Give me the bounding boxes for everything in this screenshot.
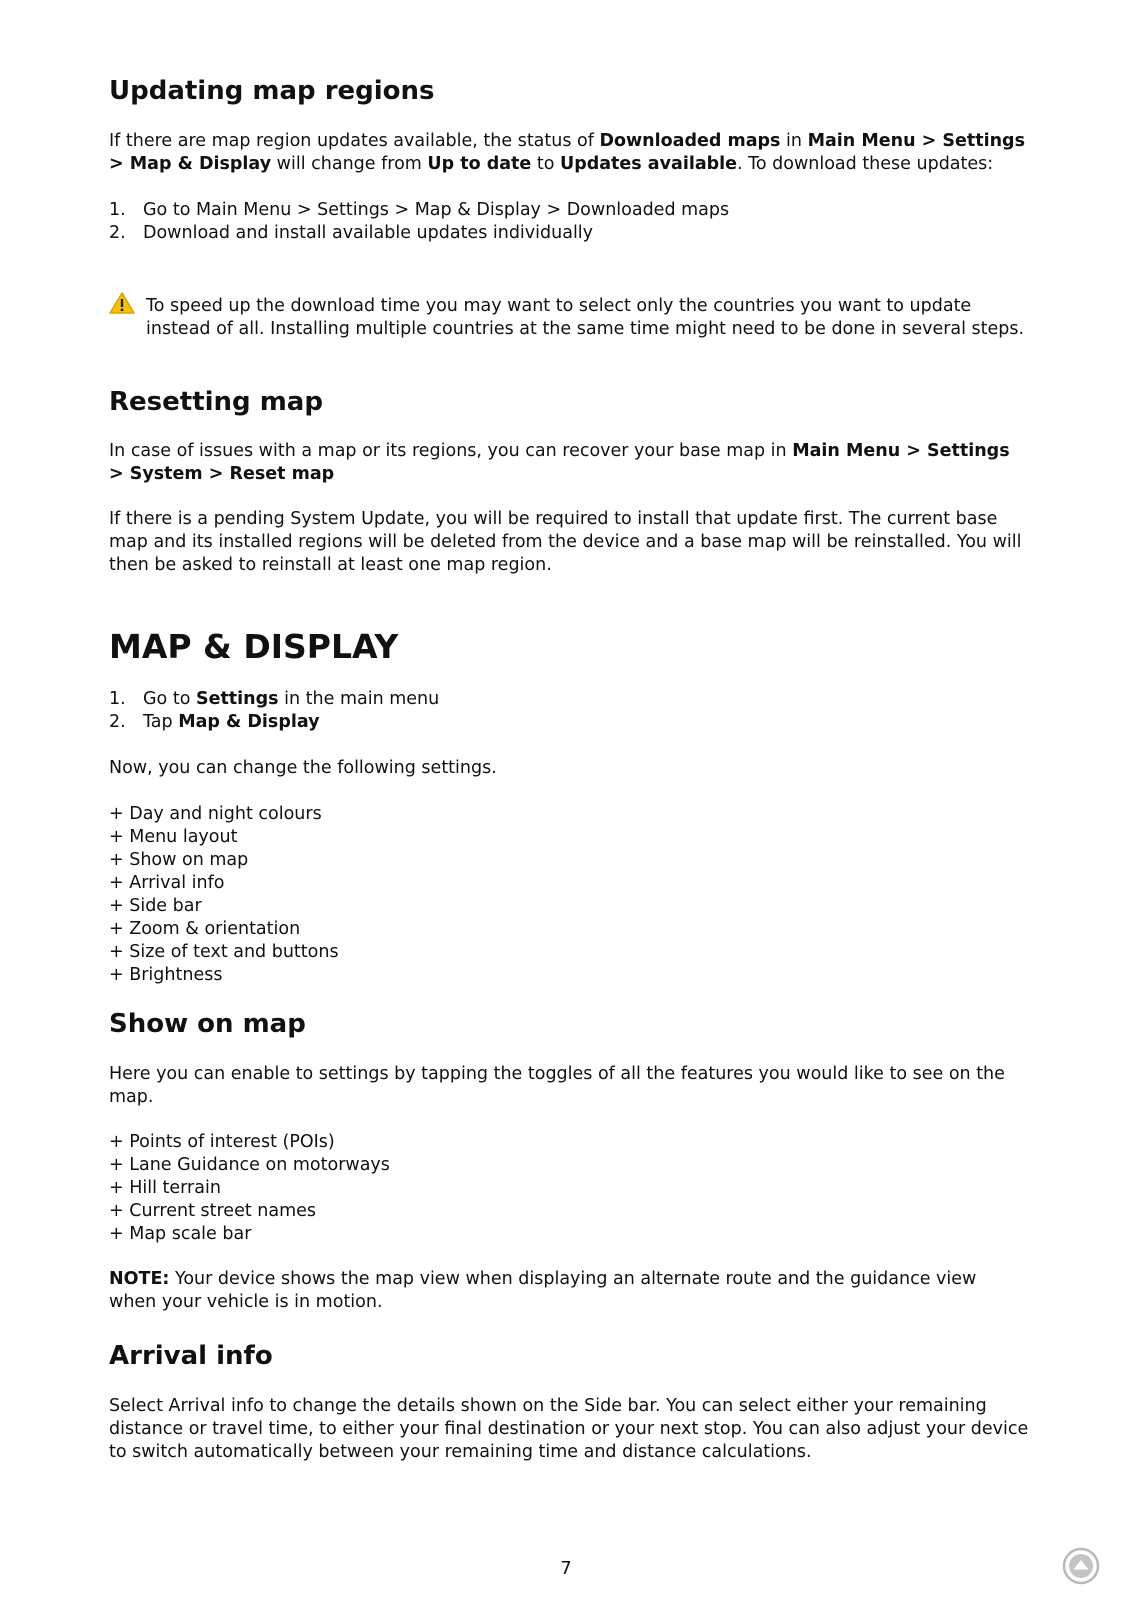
updating-steps-list <box>109 199 729 245</box>
map-display-intro: Now, you can change the following settings. <box>109 758 497 778</box>
section-title-resetting-map: Resetting map <box>109 387 323 417</box>
list-item: + Points of interest (POIs) <box>109 1132 335 1152</box>
list-item: + Menu layout <box>109 827 238 847</box>
section-title-show-on-map: Show on map <box>109 1009 306 1039</box>
scroll-to-top-icon[interactable] <box>1062 1547 1100 1585</box>
map-display-settings-list <box>109 803 339 987</box>
list-item: + Size of text and buttons <box>109 942 339 962</box>
warning-triangle-icon <box>109 291 135 315</box>
updating-intro-paragraph: If there are map region updates available, the status of Downloaded maps in Main Menu > Settings > Map & Display will change from Up to date to Updates available. To download these updates: <box>109 131 1026 174</box>
resetting-paragraph-2: If there is a pending System Update, you will be required to install that update first. The current base map and its installed regions will be deleted from the device and a base map will be reinstalled. You will then be asked to reinstall at least one map region. <box>109 509 1022 575</box>
list-item: 1. Go to Main Menu > Settings > Map & Display > Downloaded maps <box>109 200 730 220</box>
resetting-paragraph-1: In case of issues with a map or its regions, you can recover your base map in Main Menu > Settings > System > Reset map <box>109 441 1010 484</box>
list-item: 1. Go to Settings in the main menu <box>109 689 440 709</box>
list-item: + Lane Guidance on motorways <box>109 1155 390 1175</box>
list-item: + Current street names <box>109 1201 317 1221</box>
list-item: + Map scale bar <box>109 1224 252 1244</box>
arrival-info-paragraph: Select Arrival info to change the details shown on the Side bar. You can select either your remaining distance or travel time, to either your final destination or your next stop. You can also adjust your device to switch automatically between your remaining time and distance calculations. <box>109 1396 1029 1462</box>
list-item: + Side bar <box>109 896 202 916</box>
list-item: 2. Tap Map & Display <box>109 712 320 732</box>
note-label: NOTE: <box>109 1269 170 1289</box>
show-on-map-intro: Here you can enable to settings by tapping the toggles of all the features you would like to see on the map. <box>109 1064 1005 1107</box>
page-number: 7 <box>560 1558 572 1579</box>
map-display-steps-list <box>109 688 439 734</box>
list-item: + Zoom & orientation <box>109 919 301 939</box>
list-item: + Show on map <box>109 850 249 870</box>
section-title-updating-map-regions: Updating map regions <box>109 76 435 106</box>
list-item: + Brightness <box>109 965 223 985</box>
list-item: + Arrival info <box>109 873 225 893</box>
section-title-arrival-info: Arrival info <box>109 1341 273 1371</box>
show-on-map-note: NOTE: Your device shows the map view when displaying an alternate route and the guidance view when your vehicle is in motion. <box>109 1269 977 1312</box>
list-item: + Hill terrain <box>109 1178 221 1198</box>
show-on-map-features-list <box>109 1131 390 1246</box>
list-item: + Day and night colours <box>109 804 322 824</box>
chapter-title-map-display: MAP & DISPLAY <box>109 627 399 666</box>
warning-text: To speed up the download time you may want to select only the countries you want to update instead of all. Installing multiple countries at the same time might need to be done in several steps. <box>146 296 1025 339</box>
list-item: 2. Download and install available updates individually <box>109 223 594 243</box>
